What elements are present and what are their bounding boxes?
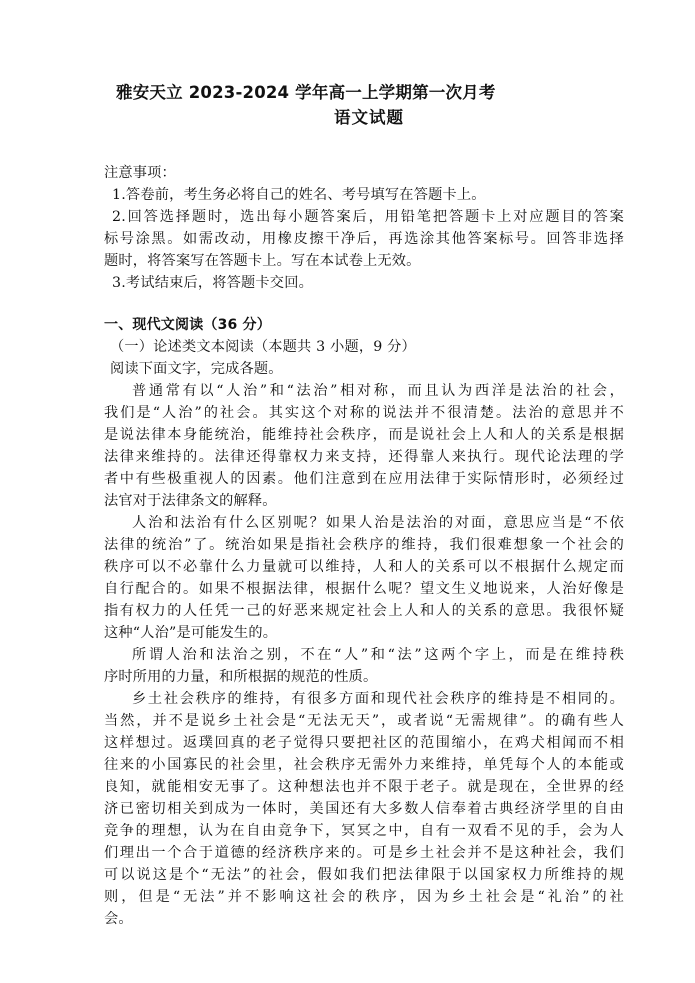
paragraph-line: 这种“人治”是可能发生的。 [104, 625, 278, 641]
paragraph-line: 这样想过。返璞回真的老子觉得只要把社区的范围缩小，在鸡犬相闻而不相 [104, 735, 624, 751]
section-subheading: （一）论述类文本阅读（本题共 3 小题，9 分） [110, 339, 416, 355]
notice-heading: 注意事项： [104, 165, 176, 181]
paragraph-line: 往来的小国寡民的社会里，社会秩序无需外力来维持，单凭每个人的本能或 [104, 757, 624, 773]
paragraph-line: 法律来维持的。法律还得靠权力来支持，还得靠人来执行。现代论法理的学 [104, 449, 624, 465]
exam-title: 雅安天立 2023-2024 学年高一上学期第一次月考 [116, 83, 496, 102]
paragraph-line: 会。 [104, 911, 133, 927]
paragraph-line: 秩序可以不必靠什么力量就可以维持，人和人的关系可以不根据什么规定而 [104, 559, 624, 575]
paragraph-line: 我们是“人治”的社会。其实这个对称的说法并不很清楚。法治的意思并不 [104, 405, 624, 421]
paragraph-line: 乡土社会秩序的维持，有很多方面和现代社会秩序的维持是不相同的。 [132, 691, 624, 707]
paragraph-3 [104, 644, 624, 688]
paragraph-line: 普通常有以“人治”和“法治”相对称，而且认为西洋是法治的社会， [132, 383, 624, 399]
notice-item-1: 1.答卷前，考生务必将自己的姓名、考号填写在答题卡上。 [112, 187, 486, 203]
paragraph-line: 法官对于法律条文的解释。 [104, 493, 277, 509]
section-instruction: 阅读下面文字，完成各题。 [110, 361, 283, 377]
paragraph-line: 竞争的理想，认为在自由竞争下，冥冥之中，自有一双看不见的手，会为人 [104, 823, 624, 839]
paragraph-line: 们理出一个合于道德的经济秩序来的。可是乡土社会并不是这种社会，我们 [104, 845, 624, 861]
section-heading: 一、现代文阅读（36 分） [104, 317, 271, 333]
paragraph-line: 则，但是“无法”并不影响这社会的秩序，因为乡土社会是“礼治”的社 [104, 889, 624, 905]
paragraph-1 [104, 380, 624, 512]
paragraph-line: 者中有些极重视人的因素。他们注意到在应用法律于实际情形时，必须经过 [104, 471, 624, 487]
paragraph-line: 序时所用的力量，和所根据的规范的性质。 [104, 669, 378, 685]
paragraph-line: 法律的统治”了。统治如果是指社会秩序的维持，我们很难想象一个社会的 [104, 537, 624, 553]
exam-subject-title: 语文试题 [334, 108, 404, 127]
paragraph-4 [104, 688, 624, 930]
document-body [104, 162, 624, 930]
paragraph-line: 当然，并不是说乡土社会是“无法无天”，或者说“无需规律”。的确有些人 [104, 713, 624, 729]
notice-item-2-line-3: 题时，将答案写在答题卡上。写在本试卷上无效。 [104, 253, 421, 269]
paragraph-line: 可以说这是个“无法”的社会，假如我们把法律限于以国家权力所维持的规 [104, 867, 624, 883]
paragraph-2 [104, 512, 624, 644]
paragraph-line: 所谓人治和法治之别，不在“人”和“法”这两个字上，而是在维持秩 [132, 647, 624, 663]
paragraph-line: 是说法律本身能统治，能维持社会秩序，而是说社会上人和人的关系是根据 [104, 427, 624, 443]
paragraph-line: 良知，就能相安无事了。这种想法也并不限于老子。就是现在，全世界的经 [104, 779, 624, 795]
notice-item-2-line-1: 2.回答选择题时，选出每小题答案后，用铅笔把答题卡上对应题目的答案 [112, 209, 624, 225]
paragraph-line: 人治和法治有什么区别呢？如果人治是法治的对面，意思应当是“不依 [132, 515, 624, 531]
notice-item-3: 3.考试结束后，将答题卡交回。 [112, 275, 313, 291]
paragraph-line: 自行配合的。如果不根据法律，根据什么呢？望文生义地说来，人治好像是 [104, 581, 624, 597]
paragraph-line: 指有权力的人任凭一己的好恶来规定社会上人和人的关系的意思。我很怀疑 [104, 603, 624, 619]
notice-item-2-line-2: 标号涂黑。如需改动，用橡皮擦干净后，再选涂其他答案标号。回答非选择 [104, 231, 624, 247]
paragraph-line: 济已密切相关到成为一体时，美国还有大多数人信奉着古典经济学里的自由 [104, 801, 624, 817]
